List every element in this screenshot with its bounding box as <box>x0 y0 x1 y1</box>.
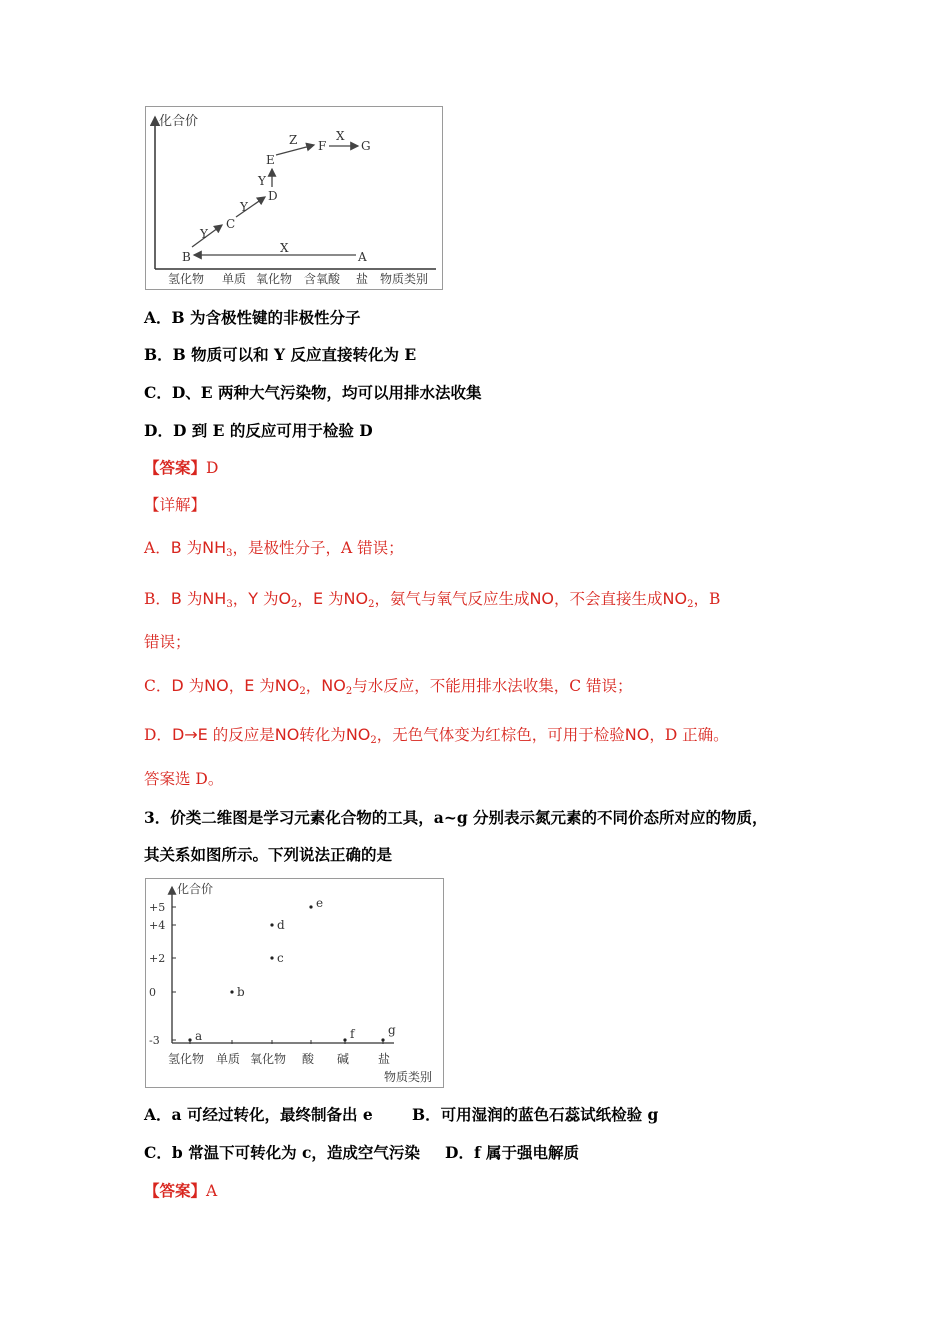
point-c <box>270 956 273 959</box>
point-label-b: b <box>237 985 245 999</box>
node-B: B <box>182 250 191 264</box>
node-C: C <box>226 217 236 231</box>
point-b <box>230 990 233 993</box>
x-category: 氧化物 <box>250 1052 287 1066</box>
x-category: 氧化物 <box>256 272 293 286</box>
node-A: A <box>358 250 367 264</box>
x-category: 盐 <box>356 272 369 286</box>
detail-b: B．B 为$NH_3$，Y 为$O_2$，E 为$NO_2$，氨气与氧气反应生成NO，不会直接生成$NO_2$，B <box>144 589 721 610</box>
node-G: G <box>361 139 371 153</box>
y-tick-label: 0 <box>149 986 156 999</box>
x-axis-label: 物质类别 <box>380 272 429 286</box>
x-category: 酸 <box>302 1052 315 1066</box>
point-label-f: f <box>350 1027 355 1041</box>
point-label-g: g <box>388 1023 396 1037</box>
point-g <box>381 1038 384 1041</box>
point-d <box>270 923 273 926</box>
q3-answer: 【答案】A <box>144 1181 218 1200</box>
node-E: E <box>266 153 275 167</box>
detail-d: D．D→E 的反应是NO转化为$NO_2$，无色气体变为红棕色，可用于检验NO，D 正确。 <box>144 725 729 746</box>
q3-option-c: C．b 常温下可转化为 c，造成空气污染 <box>144 1143 420 1162</box>
q2-answer: 【答案】D <box>144 458 219 477</box>
y-tick-label: +5 <box>149 901 166 914</box>
q2-option-b: B．B 物质可以和 Y 反应直接转化为 E <box>144 345 417 364</box>
y-axis-label: 化合价 <box>177 882 214 896</box>
x-category: 单质 <box>216 1052 241 1066</box>
point-e <box>309 905 312 908</box>
q2-option-d: D．D 到 E 的反应可用于检验 D <box>144 421 373 440</box>
detail-conclusion: 答案选 D。 <box>144 770 224 788</box>
x-category: 氢化物 <box>168 1052 205 1066</box>
detail-a: A．B 为$NH_3$，是极性分子，A 错误； <box>144 538 404 559</box>
node-F: F <box>318 139 327 153</box>
figure-2-valence-plot <box>145 878 444 1088</box>
q2-detail-label: 【详解】 <box>144 496 207 514</box>
edge-label: Y <box>258 174 266 188</box>
x-category: 单质 <box>222 272 247 286</box>
edge-label: Y <box>200 227 208 241</box>
q3-stem-line1: 3．价类二维图是学习元素化合物的工具，a~g 分别表示氮元素的不同价态所对应的物质， <box>144 808 768 827</box>
point-label-a: a <box>195 1029 203 1043</box>
y-tick-label: +2 <box>149 952 166 965</box>
point-f <box>343 1038 346 1041</box>
q3-stem-line2: 其关系如图所示。下列说法正确的是 <box>144 845 393 864</box>
detail-c: C．D 为NO，E 为$NO_2$，$NO_2$与水反应，不能用排水法收集，C 错误； <box>144 676 633 697</box>
q2-option-a: A．B 为含极性键的非极性分子 <box>144 308 361 327</box>
point-a <box>188 1038 191 1041</box>
y-tick-label: -3 <box>149 1034 160 1047</box>
x-axis-label: 物质类别 <box>384 1070 433 1084</box>
x-category: 盐 <box>378 1052 391 1066</box>
x-category: 碱 <box>337 1052 350 1066</box>
edge-label: Z <box>289 133 298 147</box>
edge-label: Y <box>240 200 248 214</box>
x-category: 氢化物 <box>168 272 205 286</box>
detail-b-cont: 错误； <box>144 633 191 651</box>
q3-option-b: B．可用湿润的蓝色石蕊试纸检验 g <box>412 1105 659 1124</box>
edge-label: X <box>336 129 345 143</box>
q3-option-d: D．f 属于强电解质 <box>445 1143 580 1162</box>
point-label-c: c <box>277 951 284 965</box>
node-D: D <box>268 189 278 203</box>
edge-label: X <box>280 241 289 255</box>
point-label-d: d <box>277 918 285 932</box>
q2-option-c: C．D、E 两种大气污染物，均可以用排水法收集 <box>144 383 482 402</box>
y-axis-label: 化合价 <box>159 114 199 129</box>
q3-option-a: A．a 可经过转化，最终制备出 e <box>144 1105 373 1124</box>
figure-1-valence-diagram <box>145 106 443 290</box>
y-tick-label: +4 <box>149 919 166 932</box>
x-category: 含氧酸 <box>304 272 341 286</box>
point-label-e: e <box>316 896 324 910</box>
